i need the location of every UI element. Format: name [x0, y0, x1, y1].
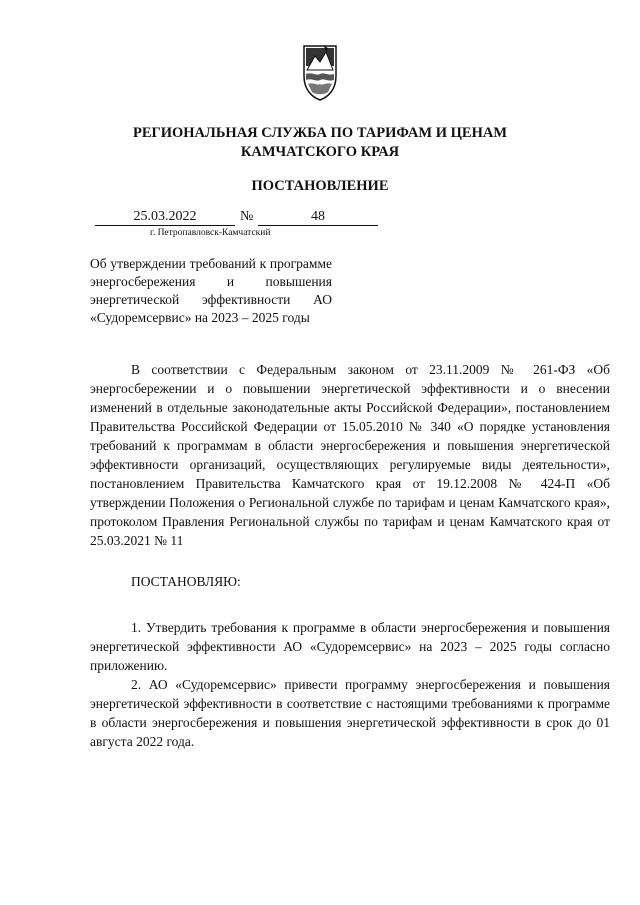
decree-items — [90, 618, 610, 751]
preamble-paragraph: В соответствии с Федеральным законом от 23.11.2009 № 261-ФЗ «Об энергосбережении и о повышении энергетической эффективности и о внесении изменений в отдельные законодательные акты Российской Федерации», постановлением Правительства Российской Федерации от 15.05.2010 № 340 «О порядке установления требований к программам в области энергосбережения и повышения энергетической эффективности организаций, осуществляющих регулируемые виды деятельности», постановлением Правительства Камчатского края от 19.12.2008 № 424-П «Об утверждении Положения о Региональной службе по тарифам и ценам Камчатского края», протоколом Правления Региональной службы по тарифам и ценам Камчатского края от 25.03.2021 № 11 — [90, 362, 610, 548]
number-sign: № — [240, 209, 254, 224]
document-city: г. Петропавловск-Камчатский — [150, 228, 271, 238]
organization-name-line2: КАМЧАТСКОГО КРАЯ — [240, 144, 400, 160]
decree-item-1: 1. Утвердить требования к программе в области энергосбережения и повышения энергетической эффективности АО «Судоремсервис» на 2023 – 2025 годы согласно приложению. — [90, 620, 610, 673]
document-date: 25.03.2022 — [95, 208, 235, 226]
decree-word: ПОСТАНОВЛЯЮ: — [131, 574, 241, 589]
document-type-title: ПОСТАНОВЛЕНИЕ — [251, 178, 389, 194]
decree-item-2: 2. АО «Судоремсервис» привести программу энергосбережения и повышения энергетической эффективности в соответствие с настоящими требованиями к программе в области энергосбережения и повышения энергетической эффективности в срок до 01 августа 2022 года. — [90, 677, 610, 749]
document-preamble — [90, 360, 610, 550]
coat-of-arms-icon — [300, 42, 340, 102]
organization-name-line1: РЕГИОНАЛЬНАЯ СЛУЖБА ПО ТАРИФАМ И ЦЕНАМ — [132, 125, 508, 141]
document-number: 48 — [258, 208, 378, 226]
document-subject: Об утверждении требований к программе энергосбережения и повышения энергетической эффективности АО «Судоремсервис» на 2023 – 2025 годы — [90, 256, 332, 325]
organization-name — [0, 124, 640, 162]
